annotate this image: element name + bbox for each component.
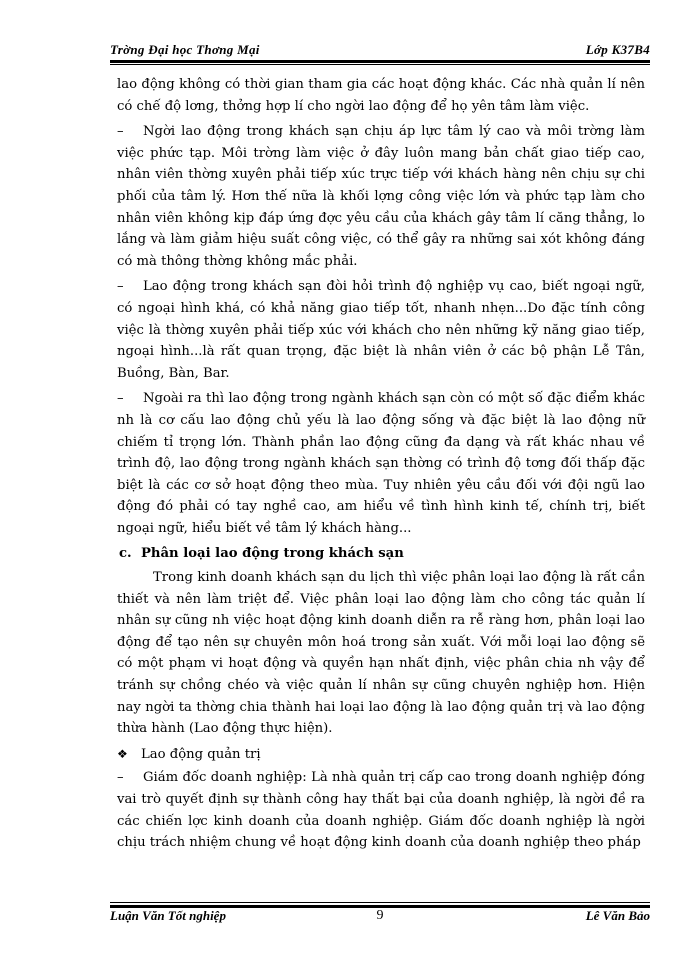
page-number: 9 bbox=[376, 908, 384, 923]
dash-bullet-icon: – bbox=[117, 279, 124, 295]
bullet-text: Lao động trong khách sạn đòi hỏi trình độ nghiệp vụ cao, biết ngoại ngữ, có ngoại hình khá, có khả năng giao tiếp tốt, nhanh nhẹn...Do đặc tính công việc là thờng xuyên phải tiếp xúc với khách cho nên những kỹ năng giao tiếp, ngoại hình...là rất quan trọng, đặc biệt là nhân viên ở các bộ phận Lễ Tân, Buồng, Bàn, Bar. bbox=[117, 279, 645, 381]
bullet-paragraph bbox=[117, 767, 645, 853]
header-rule-thin bbox=[110, 64, 650, 65]
header-class: Lớp K37B4 bbox=[585, 42, 650, 57]
header-school: Trờng Đại học Thơng Mại bbox=[110, 42, 260, 57]
diamond-bullet-icon: ❖ bbox=[117, 746, 128, 761]
dash-bullet-icon: – bbox=[117, 391, 124, 407]
section-heading bbox=[117, 543, 645, 565]
bullet-paragraph bbox=[117, 388, 645, 539]
header-rule bbox=[110, 60, 650, 63]
document-body bbox=[117, 74, 645, 858]
bullet-text: Ngoài ra thì lao động trong ngành khách sạn còn có một số đặc điểm khác nh là cơ cấu lao động chủ yếu là lao động sống và đặc biệt là lao động nữ chiếm tỉ trọng lớn. Thành phần lao động cũng đa dạng và rất khác nhau về trình độ, lao động trong ngành khách sạn thờng có trình độ tơng đối thấp đặc biệt là các cơ sở hoạt động theo mùa. Tuy nhiên yêu cầu đối với đội ngũ lao động đó phải có tay nghề cao, am hiểu về tình hình kinh tế, chính trị, biết ngoại ngữ, hiểu biết về tâm lý khách hàng... bbox=[117, 391, 645, 536]
section-letter: c. bbox=[119, 546, 132, 562]
bullet-paragraph bbox=[117, 276, 645, 384]
dash-bullet-icon: – bbox=[117, 770, 124, 786]
footer-rule-thin bbox=[110, 902, 650, 903]
section-title: Phân loại lao động trong khách sạn bbox=[141, 546, 404, 562]
bullet-paragraph bbox=[117, 121, 645, 272]
section-body: Trong kinh doanh khách sạn du lịch thì việc phân loại lao động là rất cần thiết và nên làm triệt để. Việc phân loại lao động làm cho công tác quản lí nhân sự cũng nh việc hoạt động kinh doanh diễn ra rễ ràng hơn, phân loại lao động để tạo nên sự chuyên môn hoá trong sản xuất. Với mỗi loại lao động sẽ có một phạm vi hoạt động và quyền hạn nhất định, việc phân chia nh vậy để tránh sự chồng chéo và việc quản lí nhân sự cũng chuyên nghiệp hơn. Hiện nay ngời ta thờng chia thành hai loại lao động là lao động quản trị và lao động thừa hành (Lao động thực hiện). bbox=[117, 570, 645, 737]
footer-author: Lê Văn Bảo bbox=[585, 908, 650, 923]
page-header bbox=[110, 36, 650, 58]
page-footer bbox=[110, 904, 650, 928]
subheading bbox=[117, 744, 645, 766]
bullet-text: Ngời lao động trong khách sạn chịu áp lực tâm lý cao và môi trờng làm việc phức tạp. Môi trờng làm việc ở đây luôn mang bản chất giao tiếp cao, nhân viên thờng xuyên phải tiếp xúc trực tiếp với khách hàng nên chịu sự chi phối của tâm lý. Hơn thế nữa là khối lợng công việc lớn và phức tạp làm cho nhân viên không kịp đáp ứng đợc yêu cầu của khách gây tâm lí căng thẳng, lo lắng và làm giảm hiệu suất công việc, có thể gây ra những sai xót không đáng có mà thông thờng không mắc phải. bbox=[117, 124, 645, 269]
bullet-text: Giám đốc doanh nghiệp: Là nhà quản trị cấp cao trong doanh nghiệp đóng vai trò quyết định sự thành công hay thất bại của doanh nghiệp, là ngời đề ra các chiến lợc kinh doanh của doanh nghiệp. Giám đốc doanh nghiệp là ngời chịu trách nhiệm chung về hoạt động kinh doanh của doanh nghiệp theo pháp bbox=[117, 770, 645, 851]
footer-title: Luận Văn Tốt nghiệp bbox=[110, 908, 226, 923]
subheading-text: Lao động quản trị bbox=[141, 746, 261, 762]
paragraph-continuation: lao động không có thời gian tham gia các hoạt động khác. Các nhà quản lí nên có chế độ lơng, thởng hợp lí cho ngời lao động để họ yên tâm làm việc. bbox=[117, 77, 645, 114]
dash-bullet-icon: – bbox=[117, 124, 124, 140]
